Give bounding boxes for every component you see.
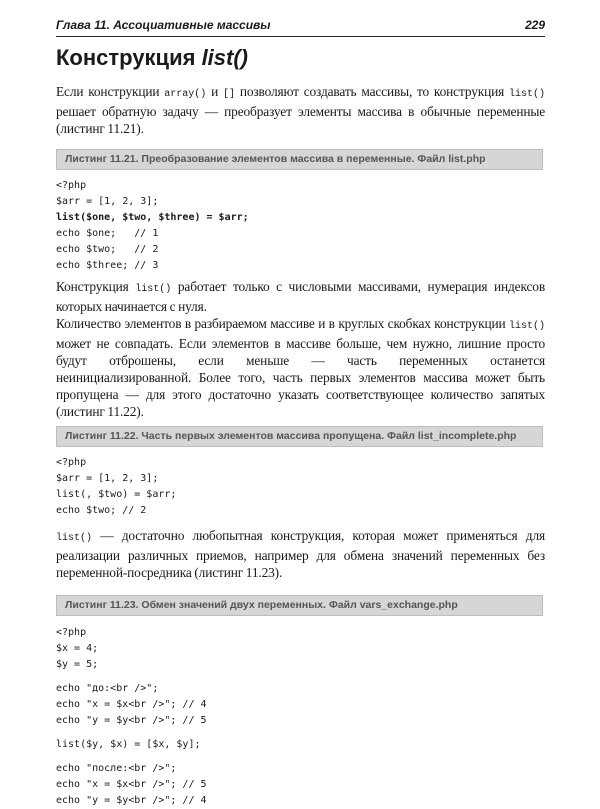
title-text: Конструкция — [56, 45, 202, 70]
code-line: echo "после:<br />"; — [56, 763, 177, 774]
blank-line — [56, 729, 545, 737]
code-line: list($y, $x) = [$x, $y]; — [56, 739, 201, 750]
code-line: echo "y = $y<br />"; // 5 — [56, 715, 207, 726]
code-line: echo "до:<br />"; — [56, 683, 159, 694]
code-line: echo "y = $y<br />"; // 4 — [56, 795, 207, 806]
running-header — [56, 18, 545, 37]
code-line: <?php — [56, 180, 87, 191]
code-line: list($one, $two, $three) = $arr; — [56, 212, 249, 223]
paragraph-4 — [56, 527, 545, 581]
inline-code: [] — [222, 89, 235, 100]
code-line: $arr = [1, 2, 3]; — [56, 196, 159, 207]
section-title — [56, 45, 545, 71]
inline-code: list() — [508, 321, 545, 332]
code-listing — [56, 178, 545, 274]
inline-code: array() — [164, 89, 207, 100]
listing-caption: Листинг 11.22. Часть первых элементов массива пропущена. Файл list_incomplete.php — [56, 426, 543, 447]
page-number: 229 — [524, 18, 545, 32]
code-line: $arr = [1, 2, 3]; — [56, 473, 159, 484]
text: Если конструкции — [56, 84, 165, 99]
code-line: list(, $two) = $arr; — [56, 489, 177, 500]
page-body — [56, 45, 545, 809]
paragraph-1 — [56, 83, 545, 137]
code-line: <?php — [56, 627, 87, 638]
listing-caption: Листинг 11.21. Преобразование элементов массива в переменные. Файл list.php — [56, 149, 543, 170]
text: — достаточно любопытная конструкция, которая может применяться для реализации различных приемов, например для обмена значений переменных без переменной-посредника (листинг 11.23). — [56, 528, 545, 580]
code-line: <?php — [56, 457, 87, 468]
blank-line — [56, 673, 545, 681]
inline-code: list() — [508, 89, 545, 100]
code-line: echo $three; // 3 — [56, 260, 159, 271]
code-line: echo $two; // 2 — [56, 244, 159, 255]
text: Количество элементов в разбираемом массиве и в круглых скобках конструкции — [56, 316, 509, 331]
inline-code: list() — [135, 284, 172, 295]
code-line: echo $two; // 2 — [56, 505, 147, 516]
code-listing — [56, 625, 545, 809]
text: Конструкция — [56, 279, 136, 294]
text: и — [206, 84, 223, 99]
title-code: list() — [201, 45, 249, 70]
chapter-title: Глава 11. Ассоциативные массивы — [56, 18, 271, 32]
listing-caption: Листинг 11.23. Обмен значений двух переменных. Файл vars_exchange.php — [56, 595, 543, 616]
code-line: $y = 5; — [56, 659, 99, 670]
code-listing — [56, 455, 545, 519]
paragraph-2 — [56, 278, 545, 315]
text: позволяют создавать массивы, то конструкция — [234, 84, 509, 99]
text: работает только с числовыми массивами, нумерация индексов которых начинается с нуля. — [56, 279, 546, 314]
text: решает обратную задачу — преобразует элементы массива в обычные переменные (листинг 11.21). — [56, 104, 545, 136]
blank-line — [56, 753, 545, 761]
inline-code: list() — [56, 533, 93, 544]
code-line: echo $one; // 1 — [56, 228, 159, 239]
code-line: echo "x = $x<br />"; // 5 — [56, 779, 207, 790]
code-line: echo "x = $x<br />"; // 4 — [56, 699, 207, 710]
paragraph-3 — [56, 315, 545, 420]
text: может не совпадать. Если элементов в массиве больше, чем нужно, лишние просто будут отброшены, если меньше — часть переменных останется неинициализированной. Более того, часть первых элементов массива может быть пропущена — для этого достаточно указать соответствующее количество запятых (листинг 11.22). — [56, 336, 545, 419]
code-line: $x = 4; — [56, 643, 99, 654]
